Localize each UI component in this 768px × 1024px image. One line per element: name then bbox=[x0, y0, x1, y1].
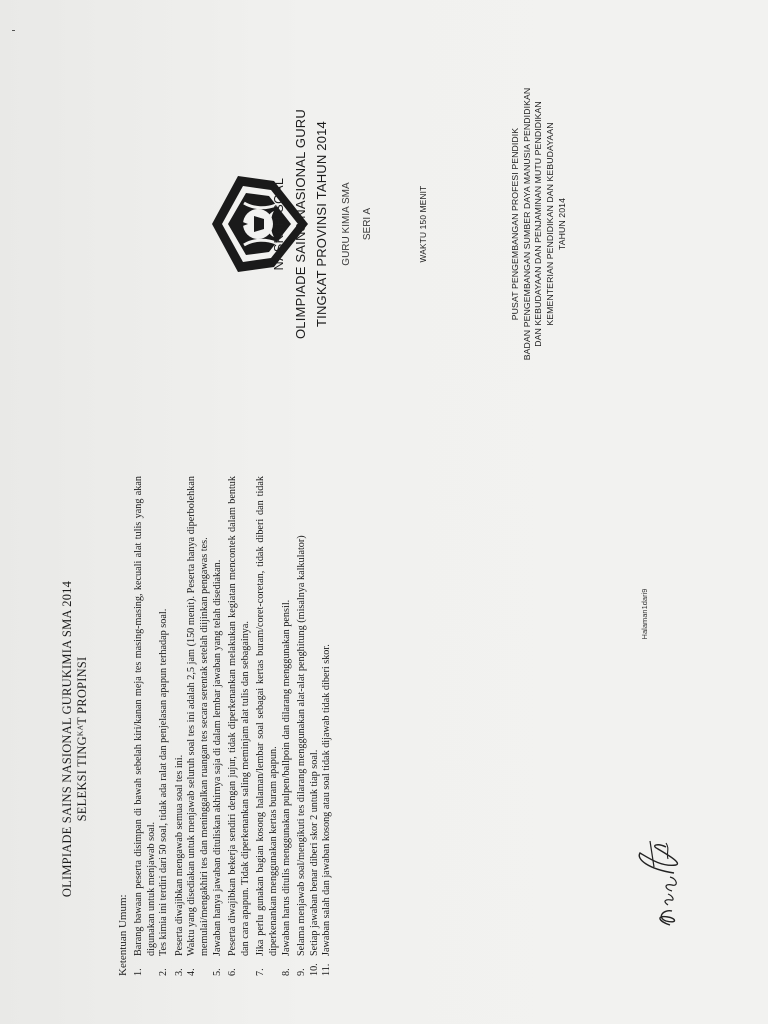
cover-institution bbox=[510, 14, 569, 434]
rule-text: Jawaban harus ditulis menggunakan pulpen/ballpoin dan dilarang menggunakan pensil. bbox=[280, 599, 292, 956]
rule-number: 2. bbox=[158, 968, 170, 976]
rule-item bbox=[212, 476, 225, 976]
document-title-line1: OLIMPIADE SAINS NASIONAL GURUKIMIA SMA 2014 bbox=[60, 580, 74, 898]
rule-item bbox=[255, 476, 280, 976]
rule-text: Peserta diwajibkan bekerja sendiri dengan jujur, tidak diperkenankan melakukan kegiatan mencontek dalam bentuk dan cara apapun. Tidak diperkenankan saling meminjam alat tulis dan sebagainya. bbox=[227, 476, 251, 956]
institution-line: KEMENTERIAN PENDIDIKAN DAN KEBUDAYAAN bbox=[545, 122, 556, 326]
rule-item bbox=[296, 476, 309, 976]
rule-number: 8. bbox=[280, 968, 292, 976]
institution-line: TAHUN 2014 bbox=[556, 197, 567, 251]
institution-line: PUSAT PENGEMBANGAN PROFESI PENDIDIK bbox=[510, 127, 520, 321]
cover-subject bbox=[336, 74, 378, 374]
signature-icon bbox=[628, 834, 686, 929]
institution-line: BADAN PENGEMBANGAN SUMBER DAYA MANUSIA PENDIDIKAN bbox=[521, 87, 532, 361]
cover-time: WAKTU 150 MENIT bbox=[418, 185, 428, 263]
rules-heading: Ketentuan Umum: bbox=[117, 894, 129, 976]
rule-number: 9. bbox=[296, 968, 308, 976]
document-title bbox=[60, 499, 90, 979]
rule-number: 6. bbox=[227, 968, 239, 976]
rule-text: Peserta diwajibkan mengawab semua soal tes ini. bbox=[173, 754, 185, 956]
rule-text: Jawaban hanya jawaban dituliskan akhirnya saja di dalam lembar jawaban yang telah disediakan. bbox=[211, 559, 223, 956]
cover-series: SERI A bbox=[362, 207, 373, 241]
rule-text: Setiap jawaban benar diberi skor 2 untuk tiap soal. bbox=[308, 749, 320, 956]
cover-title-line1: NASKAH SOAL bbox=[272, 177, 286, 271]
rules-list bbox=[133, 476, 334, 976]
page-number: Halaman1dari9 bbox=[640, 588, 649, 640]
rule-text: Tes kimia ini terdiri dari 50 soal, tidak ada ralat dan penjelasan apapun terhadap soal. bbox=[158, 608, 170, 956]
rule-item bbox=[186, 476, 211, 976]
rule-item bbox=[174, 476, 187, 976]
cover-title-line3: TINGKAT PROVINSI TAHUN 2014 bbox=[314, 121, 329, 327]
cover-title-line2: OLIMPIADE SAINS NASIONAL GURU bbox=[293, 109, 308, 339]
rule-text: Waktu yang disediakan untuk menjawab seluruh soal tes ini adalah 2,5 jam (150 menit). Peserta hanya diperbolehkan memulai/mengakhiri tes dan meninggalkan ruangan tes secara serentak setelah diijinkan pengawas tes. bbox=[186, 476, 210, 956]
rule-item bbox=[227, 476, 252, 976]
institution-line: DAN KEBUDAYAAN DAN PENJAMINAN MUTU PENDIDIKAN bbox=[533, 101, 544, 347]
rule-item bbox=[133, 476, 158, 976]
rule-number: 7. bbox=[255, 968, 267, 976]
rule-item bbox=[321, 476, 334, 976]
rule-text: Jika perlu gunakan bagian kosong halaman/lembar soal sebagai kertas buram/coret-coretan, tidak diberi dan tidak diperkenankan menggunakan kertas buram apapun. bbox=[255, 476, 279, 956]
rule-item bbox=[309, 476, 322, 976]
rule-item bbox=[281, 476, 294, 976]
rules-sheet bbox=[60, 476, 390, 979]
rule-number: 5. bbox=[211, 968, 223, 976]
cover-title bbox=[268, 74, 332, 374]
rule-text: Barang bawaan peserta disimpan di bawah sebelah kiri/kanan meja tes masing-masing, kecuali alat tulis yang akan digunakan untuk menjawab soal. bbox=[133, 476, 157, 956]
cover-subject-name: GURU KIMIA SMA bbox=[341, 182, 352, 266]
rule-item bbox=[158, 476, 171, 976]
rule-number: 4. bbox=[186, 968, 198, 976]
rule-text: Selama menjawab soal/mengikuti tes dilarang menggunakan alat-alat penghitung (misalnya kalkulator) bbox=[296, 535, 308, 956]
rule-number: 1. bbox=[133, 968, 144, 976]
rule-number: 3. bbox=[173, 968, 185, 976]
document-title-line2: SELEKSI TINGᴷᴬT PROPINSI bbox=[75, 656, 89, 822]
rule-number: 10. bbox=[308, 963, 320, 976]
rule-text: Jawaban salah dan jawaban kosong atau soal tidak dijawab tidak diberi skor. bbox=[321, 644, 333, 956]
rule-number: 11. bbox=[321, 963, 333, 976]
